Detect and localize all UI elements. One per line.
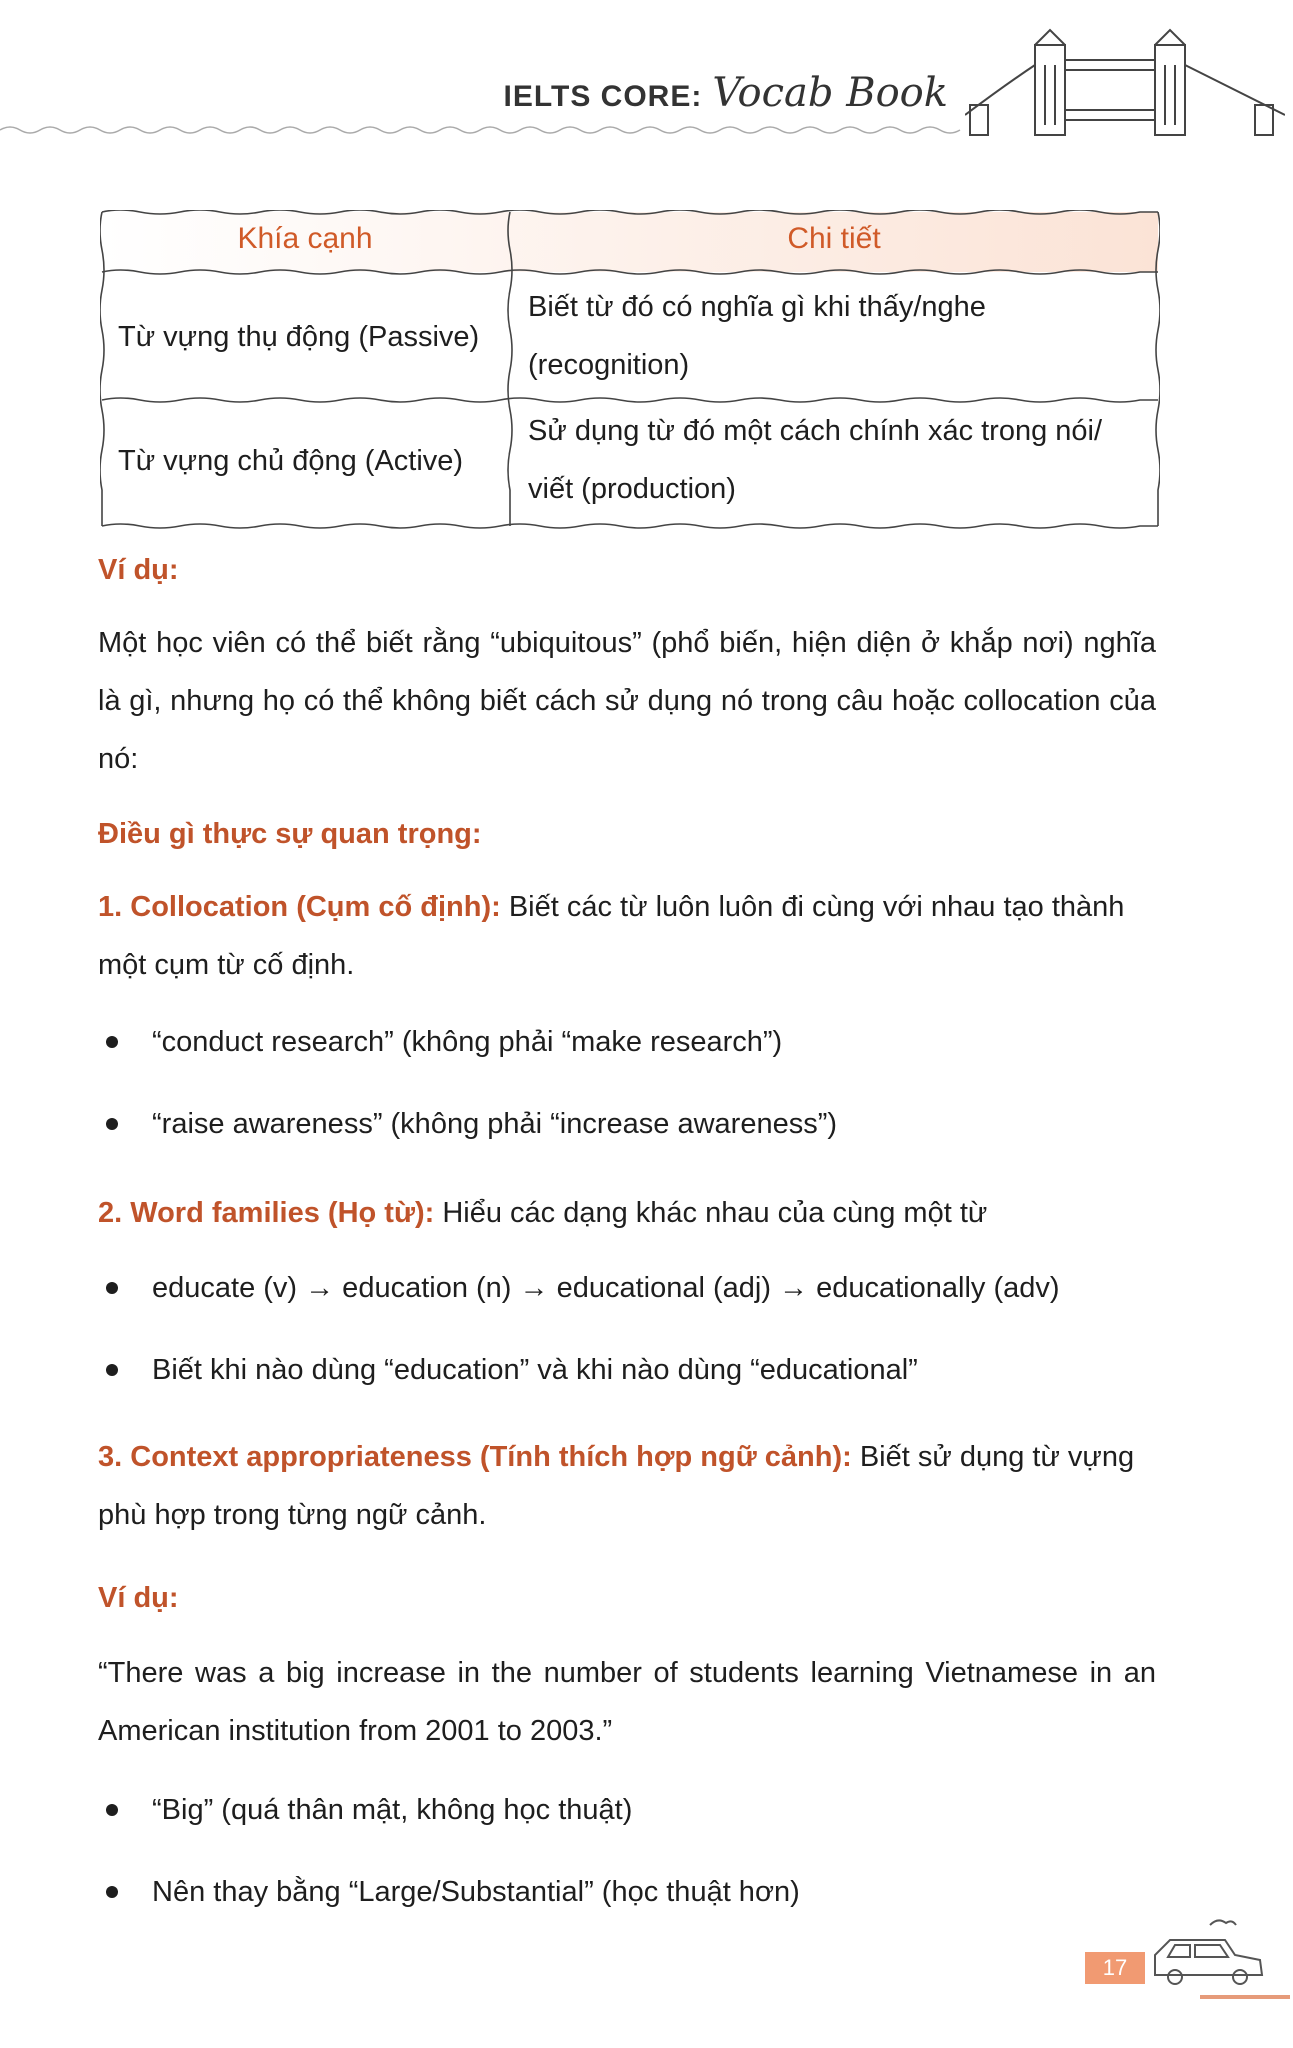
running-header bbox=[504, 70, 948, 116]
list-item-text: “raise awareness” (không phải “increase awareness”) bbox=[152, 1108, 838, 1140]
point-collocation bbox=[98, 878, 1158, 994]
table-row-1-aspect: Từ vựng thụ động (Passive) bbox=[118, 321, 480, 353]
header-brand: IELTS CORE: bbox=[503, 80, 703, 113]
bullet-icon bbox=[106, 1804, 118, 1816]
footer-rule bbox=[1200, 1995, 1290, 1999]
table-row-2-detail-line2: viết (production) bbox=[528, 473, 736, 505]
example-label-1: Ví dụ: bbox=[98, 554, 179, 586]
table-row-2-detail-line1: Sử dụng từ đó một cách chính xác trong nói/ bbox=[528, 415, 1103, 447]
list-item bbox=[98, 1350, 918, 1390]
example-label-2: Ví dụ: bbox=[98, 1582, 179, 1614]
point-heading: Context appropriateness (Tính thích hợp ngữ cảnh): bbox=[130, 1441, 852, 1473]
vocabulary-comparison-table bbox=[100, 210, 1160, 530]
list-item-text: “conduct research” (không phải “make research”) bbox=[152, 1026, 783, 1058]
list-item-text: “Big” (quá thân mật, không học thuật) bbox=[152, 1794, 633, 1826]
car-illustration-icon bbox=[1150, 1915, 1270, 1990]
point-text: Biết các từ luôn luôn đi cùng với nhau tạo thành một cụm từ cố định. bbox=[98, 891, 1125, 981]
header-wavy-rule bbox=[0, 120, 1293, 140]
point-word-families bbox=[98, 1184, 1158, 1242]
list-item bbox=[98, 1022, 782, 1062]
point-text: Hiểu các dạng khác nhau của cùng một từ bbox=[434, 1197, 988, 1229]
bullet-icon bbox=[106, 1364, 118, 1376]
point-context bbox=[98, 1428, 1158, 1544]
bullet-icon bbox=[106, 1036, 118, 1048]
example-paragraph-1: Một học viên có thể biết rằng “ubiquitous” (phổ biến, hiện diện ở khắp nơi) nghĩa là gì, nhưng họ có thể không biết cách sử dụng nó trong câu hoặc collocation của nó: bbox=[98, 627, 1156, 775]
important-heading: Điều gì thực sự quan trọng: bbox=[98, 818, 482, 850]
list-item bbox=[98, 1268, 1060, 1308]
list-item bbox=[98, 1104, 837, 1144]
point-heading: Word families (Họ từ): bbox=[130, 1197, 435, 1229]
table-header-detail: Chi tiết bbox=[787, 222, 881, 255]
list-item bbox=[98, 1872, 800, 1912]
point-number: 1. bbox=[98, 891, 123, 923]
point-number: 2. bbox=[98, 1197, 123, 1229]
header-script-title: Vocab Book bbox=[712, 70, 948, 116]
bullet-icon bbox=[106, 1118, 118, 1130]
table-header-aspect: Khía cạnh bbox=[237, 222, 373, 255]
list-item bbox=[98, 1790, 632, 1830]
point-number: 3. bbox=[98, 1441, 123, 1473]
bullet-icon bbox=[106, 1886, 118, 1898]
table-row-2-aspect: Từ vựng chủ động (Active) bbox=[118, 445, 464, 477]
example-paragraph-2: “There was a big increase in the number of students learning Vietnamese in an American institution from 2001 to 2003.” bbox=[98, 1657, 1156, 1747]
point-text: Biết sử dụng từ vựng phù hợp trong từng ngữ cảnh. bbox=[98, 1441, 1135, 1531]
table-row-1-detail-line1: Biết từ đó có nghĩa gì khi thấy/nghe bbox=[528, 291, 986, 323]
table-row-1-detail-line2: (recognition) bbox=[528, 349, 690, 381]
bullet-icon bbox=[106, 1282, 118, 1294]
list-item-text: educate (v) → education (n) → educational (adj) → educationally (adv) bbox=[152, 1272, 1060, 1304]
list-item-text: Nên thay bằng “Large/Substantial” (học thuật hơn) bbox=[152, 1876, 800, 1908]
point-heading: Collocation (Cụm cố định): bbox=[130, 891, 501, 923]
page-number: 17 bbox=[1085, 1952, 1145, 1984]
list-item-text: Biết khi nào dùng “education” và khi nào dùng “educational” bbox=[152, 1354, 918, 1386]
